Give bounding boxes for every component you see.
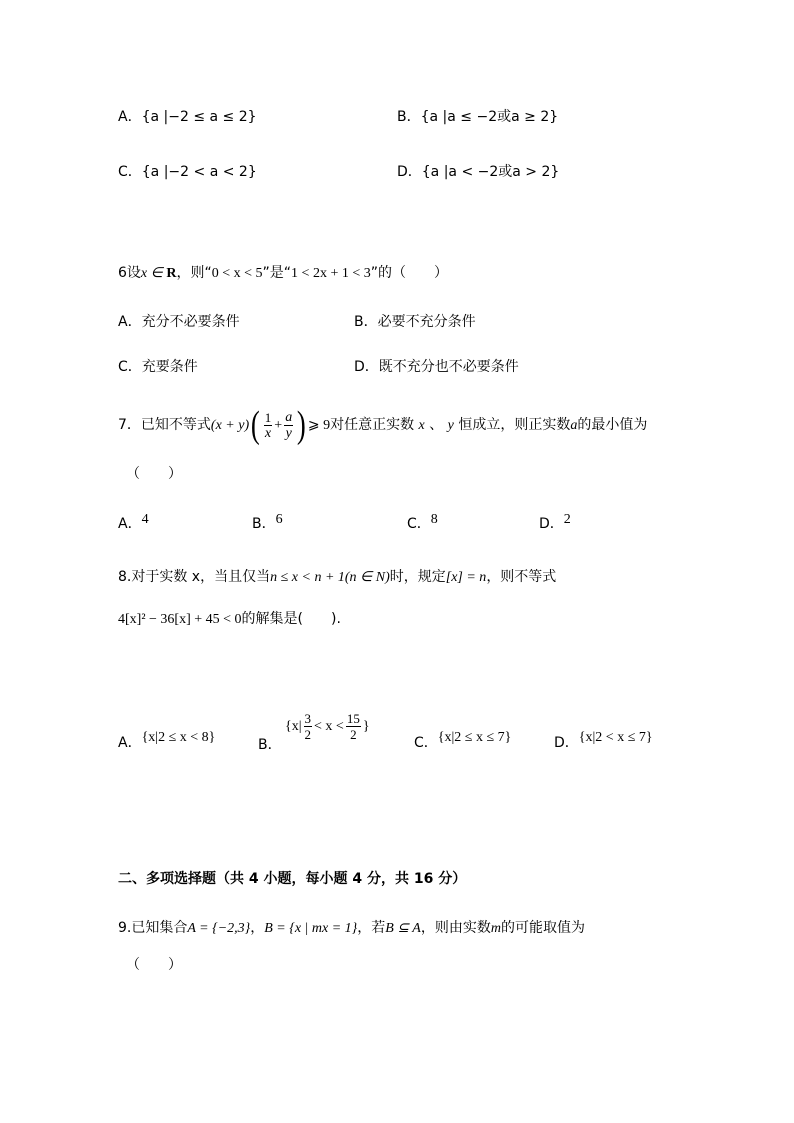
q6-tail: ”的（ ） bbox=[370, 265, 448, 281]
q9-mid: ，若 bbox=[357, 920, 386, 936]
q7-mid2: 恒成立，则正实数 bbox=[458, 417, 571, 433]
q8-option-d-value: {x|2 < x ≤ 7} bbox=[578, 730, 653, 745]
q7-option-b-label: B． bbox=[252, 516, 276, 532]
q6-option-a: A．充分不必要条件 bbox=[118, 314, 240, 330]
q8-option-d-label: D． bbox=[554, 735, 579, 751]
q7-option-a-label: A． bbox=[118, 516, 142, 532]
q7-f1-numerator: 1 bbox=[264, 409, 272, 425]
q9-set-a: A = {−2,3} bbox=[187, 921, 251, 936]
q8-option-b-fraction-1 bbox=[304, 711, 313, 742]
q8-line1-text-b: 时，规定 bbox=[389, 569, 446, 585]
q8-stem-line2 bbox=[118, 610, 341, 629]
q8-option-a-label: A． bbox=[118, 735, 142, 751]
q7-var-y: y bbox=[447, 418, 454, 433]
q7-fraction-2 bbox=[284, 410, 293, 441]
q8-option-d bbox=[554, 730, 653, 753]
q8-option-b-pre: {x| bbox=[285, 719, 302, 734]
q7-tail: 的最小值为 bbox=[577, 417, 648, 433]
q8-option-b-value bbox=[285, 707, 370, 746]
q7-var-a: a bbox=[570, 418, 578, 433]
q7-ge: ⩾ 9 bbox=[307, 418, 331, 433]
q5-option-a: A．{a |−2 ≤ a ≤ 2} bbox=[118, 109, 257, 125]
q5-option-b: B．{a |a ≤ −2或a ≥ 2} bbox=[397, 109, 559, 125]
q6-then: ，则“ bbox=[176, 265, 212, 281]
q8-b-f1-numerator: 3 bbox=[304, 710, 312, 726]
q9-mid2: ，则由实数 bbox=[420, 920, 491, 936]
q7-option-d bbox=[539, 512, 571, 534]
q9-stem bbox=[118, 919, 585, 938]
q7-option-d-value: 2 bbox=[563, 512, 571, 527]
q7-number: 7．已知不等式 bbox=[118, 417, 211, 433]
q7-option-c-value: 8 bbox=[430, 512, 438, 527]
q7-option-c bbox=[407, 512, 438, 534]
q7-f2-numerator: a bbox=[285, 409, 293, 425]
q7-fraction-1 bbox=[264, 410, 273, 441]
q8-stem-line1 bbox=[118, 568, 556, 587]
q8-condition: n ≤ x < n + 1(n ∈ N) bbox=[270, 570, 390, 585]
q6-var: x ∈ bbox=[140, 266, 167, 281]
q7-option-b bbox=[252, 512, 283, 534]
q6-condition-2: 1 < 2x + 1 < 3 bbox=[291, 266, 371, 281]
q5-option-c: C．{a |−2 < a < 2} bbox=[118, 164, 257, 180]
q9-answer-paren: （ ） bbox=[126, 957, 182, 973]
q8-option-b-label: B． bbox=[258, 737, 282, 753]
q9-subset: B ⊆ A bbox=[385, 921, 421, 936]
q8-option-c-value: {x|2 ≤ x ≤ 7} bbox=[437, 730, 512, 745]
q9-var-m: m bbox=[490, 921, 501, 936]
q7-option-d-label: D． bbox=[539, 516, 564, 532]
q8-option-a bbox=[118, 730, 216, 753]
section-2-heading: 二、多项选择题（共 4 小题，每小题 4 分，共 16 分） bbox=[118, 871, 467, 887]
q8-rule: [x] = n bbox=[445, 570, 487, 585]
q7-f1-denominator: x bbox=[264, 425, 272, 441]
q6-option-d: D．既不充分也不必要条件 bbox=[354, 359, 519, 375]
q8-option-b-mid: < x < bbox=[314, 719, 344, 734]
q7-answer-paren: （ ） bbox=[126, 466, 182, 482]
q8-line2-text: 的解集是( ). bbox=[241, 611, 341, 627]
q7-option-b-value: 6 bbox=[275, 512, 283, 527]
q7-plus: + bbox=[274, 418, 283, 433]
q8-inequality: 4[x]² − 36[x] + 45 < 0 bbox=[118, 612, 242, 627]
q7-right-paren: ) bbox=[297, 404, 306, 446]
q6-real-set: R bbox=[166, 266, 177, 281]
q9-set-b: B = {x | mx = 1} bbox=[264, 921, 358, 936]
q7-stem bbox=[118, 402, 647, 449]
q9-comma: ， bbox=[250, 920, 265, 936]
q6-stem bbox=[118, 264, 448, 283]
q9-pre: 9.已知集合 bbox=[118, 920, 188, 936]
q7-option-a-value: 4 bbox=[141, 512, 149, 527]
q7-var-x: x bbox=[418, 418, 425, 433]
q6-is: ”是“ bbox=[262, 265, 292, 281]
q6-condition-1: 0 < x < 5 bbox=[211, 266, 263, 281]
q6-number: 6设 bbox=[118, 265, 141, 281]
q8-option-b-post: } bbox=[362, 719, 370, 734]
q8-line1-text-c: ，则不等式 bbox=[486, 569, 557, 585]
q9-tail: 的可能取值为 bbox=[501, 920, 585, 936]
q7-option-a bbox=[118, 512, 149, 534]
q8-b-f2-denominator: 2 bbox=[350, 726, 357, 742]
q7-mid1: 对任意正实数 bbox=[330, 417, 415, 433]
q8-option-b-fraction-2 bbox=[346, 711, 361, 742]
q7-left-paren: ( bbox=[251, 404, 260, 446]
q7-lhs: (x + y) bbox=[210, 418, 250, 433]
q6-option-c: C．充要条件 bbox=[118, 359, 198, 375]
q6-option-b: B．必要不充分条件 bbox=[354, 314, 476, 330]
q7-f2-denominator: y bbox=[285, 425, 292, 441]
q8-b-f1-denominator: 2 bbox=[304, 726, 312, 742]
q8-line1-text: 8.对于实数 x，当且仅当 bbox=[118, 569, 271, 585]
q7-dun: 、 bbox=[429, 417, 444, 433]
q8-option-c bbox=[414, 730, 512, 753]
q8-b-f2-numerator: 15 bbox=[346, 710, 360, 726]
q8-option-c-label: C． bbox=[414, 735, 438, 751]
q8-option-a-value: {x|2 ≤ x < 8} bbox=[141, 730, 216, 745]
q7-option-c-label: C． bbox=[407, 516, 431, 532]
q5-option-d: D．{a |a < −2或a > 2} bbox=[397, 164, 560, 180]
